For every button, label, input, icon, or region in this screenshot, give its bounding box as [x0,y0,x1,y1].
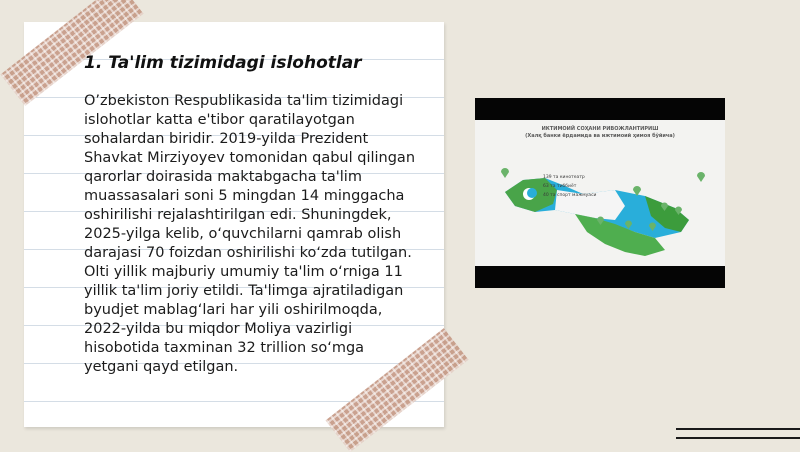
map-legend-item: 63 та тиббиёт [543,184,577,189]
uzbekistan-map-graphic [475,120,725,266]
map-caption-line-2: (Халқ банки ёрдамида ва ижтимоий ҳимоя бўйича) [525,133,675,139]
slide-title: 1. Ta'lim tizimidagi islohotlar [84,53,362,73]
map-legend [543,173,596,200]
uzbekistan-map-image [475,98,725,288]
decorative-line [676,437,800,439]
map-caption-line-1: ИКТИМОИЙ СОҲАНИ РИВОЖЛАНТИРИШ [541,126,659,132]
crescent-moon-cut [527,188,537,198]
map-pin-icon [501,168,509,178]
map-legend-item: 139 та кинотеатр [543,175,585,180]
decorative-line [676,428,800,430]
map-image-content [475,120,725,266]
map-legend-item: 40 та спорт мажмуаси [543,193,597,198]
slide-body-text: O’zbekiston Respublikasida ta'lim tizimidagi islohotlar katta e'tibor qaratilayotgan sohalardan biridir. 2019-yilda Prezident Shavkat Mirziyoyev tomonidan qabul qilingan qarorlar doirasida maktabgacha ta'lim muassasalari soni 5 mingdan 14 minggacha oshirilishi rejalashtirilgan edi. Shuningdek, 2025-yilga kelib, o‘quvchilarni qamrab olish darajasi 70 foizdan oshirilishi ko‘zda tutilgan. Olti yillik majburiy umumiy ta'lim o‘rniga 11 yillik ta'lim joriy etildi. Ta'limga ajratiladigan byudjet mablag‘lari har yili oshirilmoqda, 2022-yilda bu miqdor Moliya vazirligi hisobotida taxminan 32 trillion so‘mga yetgani qayd etilgan. [84,93,416,375]
decorative-lines [676,428,800,442]
map-pin-icon [697,172,705,182]
